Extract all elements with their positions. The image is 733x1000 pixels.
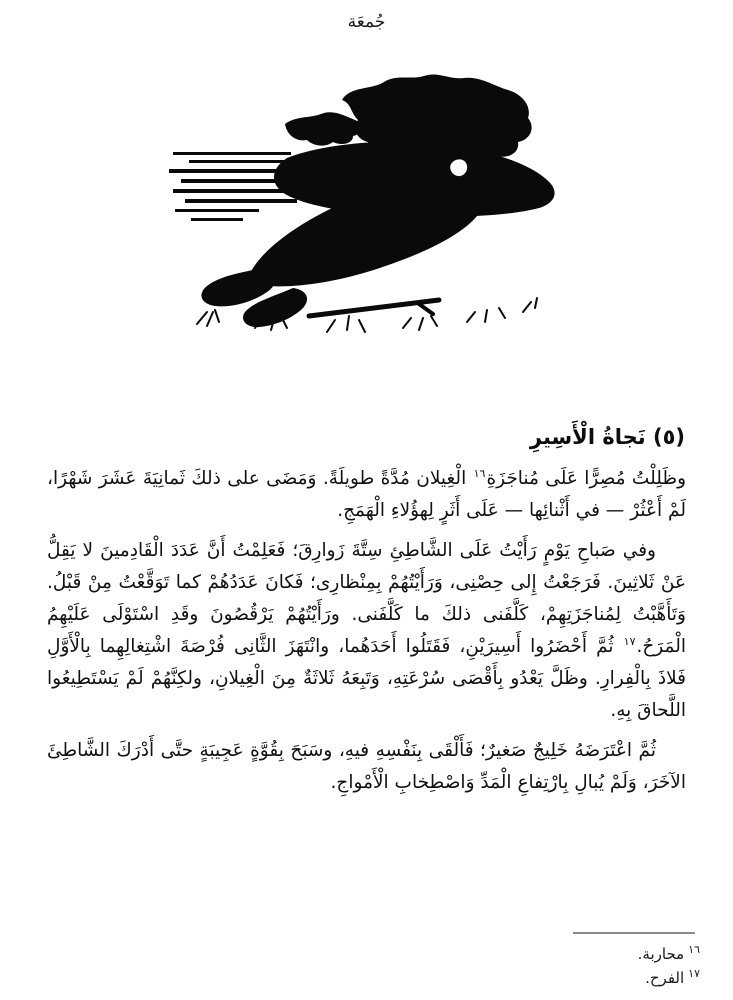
footnote-17-text: الفرح. (645, 969, 685, 987)
paragraph-1 (47, 463, 686, 527)
footnote-17-marker: ١٧ (688, 967, 700, 980)
reclining-man-engraving-illustration (167, 72, 567, 347)
paragraph-1-text: وظَلِلْتُ مُصِرًّا عَلَى مُناجَزَةِ (486, 468, 687, 489)
section-title: نَجاةُ الْأَسِيرِ (529, 425, 646, 449)
paragraph-2-text-cont: ثُمَّ أَحْضَرُوا أَسِيرَيْنِ، فَقَتَلُوا أَحَدَهُما، وانْتَهَزَ الثَّانِى فُرْصَةَ اشْتِغالِهِما بِالْأَوَّلِ فَلاذَ بِالْفِرارِ. وظَلَّ يَعْدُو بِأَقْصَى سُرْعَتِهِ، وَتَبِعَهُ ثَلاثَةٌ مِنَ الْغِيلانِ، ولكِنَّهُمْ لَمْ يَسْتَطِيعُوا اللَّحاقَ بِهِ. (47, 636, 686, 721)
running-header: جُمعَة (347, 12, 386, 32)
footnote-16-marker: ١٦ (688, 943, 700, 956)
footnote-divider (573, 932, 695, 934)
paragraph-1-text-cont: الْغِيلان مُدَّةً طويلَةً. وَمَضَى على ذلكَ ثَمانِيَةَ عَشَرَ شَهْرًا، لَمْ أَعْثُرْ — في أَثْنائِها — عَلَى أَثَرٍ لِهؤُلاءِ الْهَمَجِ. (47, 468, 686, 521)
paragraph-2 (47, 535, 686, 727)
section-heading (48, 425, 685, 449)
footnotes-section (33, 932, 700, 990)
footnote-16-text: محاربة. (637, 945, 685, 963)
paragraph-2-text: وفي صَباحِ يَوْمٍ رَأَيْتُ عَلَى الشَّاطِئِ سِتَّةَ زَوارِقَ؛ فَعَلِمْتُ أَنَّ عَدَدَ الْقَادِمينَ لا يَقِلُّ عَنْ ثَلاثِينَ. فَرَجَعْتُ إِلى حِصْنِى، وَرَأَيْتُهُمْ بِمِنْظارِى؛ فَكانَ عَدَدُهُمْ كما تَوَقَّعْتُ مِنْ قَبْلُ. وَتَأَهَّبْتُ لِمُناجَزَتِهِمْ، كَلَّفَنى ذلكَ ما كَلَّفَنى. ورَأَيْتُهُمْ يَرْقُصُونَ وقَدِ اسْتَوْلَى عَلَيْهِمُ الْمَرَحُ. (47, 540, 686, 657)
paragraph-3-text: ثُمَّ اعْتَرَضَهُ خَلِيجٌ صَغيرٌ؛ فَأَلْقَى بِنَفْسِهِ فيهِ، وسَبَحَ بِقُوَّةٍ عَجِيبَةٍ حتَّى أَدْرَكَ الشَّاطِئَ الآخَرَ، وَلَمْ يُبالِ بِارْتِفاعِ الْمَدِّ وَاصْطِخابِ الْأَمْواجِ. (47, 740, 686, 793)
section-number: (٥) (652, 425, 685, 449)
footnote-17 (33, 966, 700, 990)
paragraph-3 (47, 735, 686, 799)
footnote-16 (33, 942, 700, 966)
body-text (47, 463, 686, 799)
footnote-ref-17: ١٧ (623, 634, 636, 648)
footnote-ref-16: ١٦ (473, 466, 486, 480)
